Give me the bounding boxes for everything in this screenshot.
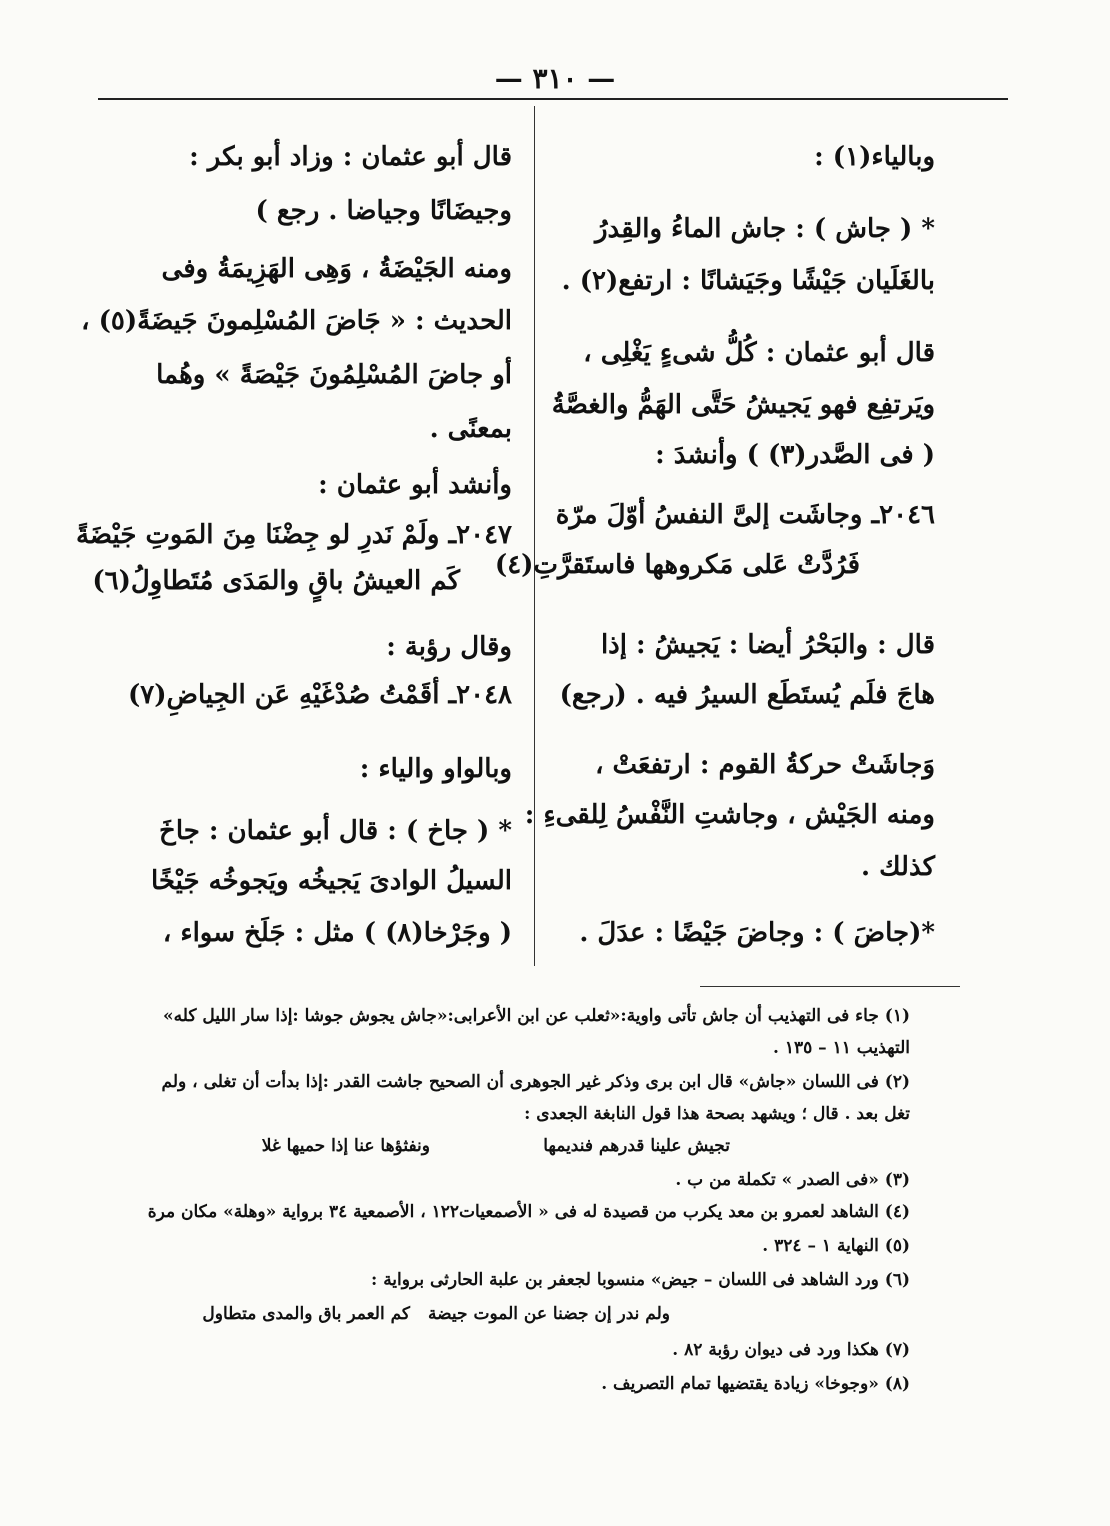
verse-line: ٢٠٤٧ـ ولَمْ نَدرِ لو جِضْنَا مِنَ المَوتِ جَيْضَةً [75,520,512,550]
section-heading: وباليا‌ء(١) : [814,142,935,172]
entry-line: كذلك . [861,852,935,882]
entry-line: أو جاضَ المُسْلِمُونَ جَيْصَةً » وهُما [156,360,512,390]
footnote: (٨) «وجوخا» زيادة يقتضيها تمام التصريف . [601,1374,910,1394]
footnote-verse: ولم ندر إن جضنا عن الموت جيضة [428,1304,670,1324]
entry-line: قال أبو عثمان : كُلُّ شىءٍ يَغْلِى ، [583,338,935,368]
verse-line: كَم العيشُ باقٍ والمَدَى مُتَطاوِلُ(٦) [92,566,460,596]
entry-line: قال أبو عثمان : وزاد أبو بكر : [189,142,512,172]
footnote: تغل بعد . قال ؛ ويشهد بصحة هذا قول النابغة الجعدى : [524,1104,910,1124]
verse-line: فَرُدَّتْ عَلى مَكروهها فاستَقرَّتِ(٤) [494,550,860,580]
entry-line: وَجاشَتْ حركةُ القوم : ارتفعَتْ ، [595,750,935,780]
entry-line: ( فى الصَّدر(٣) ) وأنشدَ : [655,440,935,470]
entry-line: قال : والبَحْرُ أيضا : يَجيشُ : إذا [600,630,935,660]
entry-line: * ( جاخ ) : قال أبو عثمان : جاخَ [159,816,512,846]
page-number: — ٣١٠ — [494,62,616,95]
entry-line: بالغَلَيان جَيْشًا وجَيَشانًا : ارتفع(٢) . [561,266,935,296]
entry-line: وأنشد أبو عثمان : [318,470,512,500]
entry-line: الحديث : « جَاضَ المُسْلِمونَ جَيضَةً(٥) ، [81,306,512,336]
entry-line: وقال رؤبة : [386,632,512,662]
footnote-verse: كم العمر باق والمدى متطاول [202,1304,410,1324]
footnote: (٥) النهاية ١ – ٣٢٤ . [762,1236,910,1256]
verse-line: ٢٠٤٨ـ أقَمْتُ صُدْغَيْهِ عَن الجِياضِ(٧) [127,680,512,710]
footnote-verse: تجيش علينا قدرهم فنديمها [543,1136,730,1156]
entry-line: وجيضَانًا وجياضا . رجع ) [255,196,512,226]
footnote: (٣) «فى الصدر » تكملة من ب . [675,1170,910,1190]
footnote: (٧) هكذا ورد فى ديوان رؤبة ٨٢ . [672,1340,910,1360]
section-heading: وبالواو والياء : [359,754,512,784]
footnote-verse: ونفثؤها عنا إذا حميها غلا [261,1136,430,1156]
footnote: (٤) الشاهد لعمرو بن معد يكرب من قصيدة له فى « الأصمعيات١٢٢ ، الأصمعية ٣٤ برواية «وهلة» مكان مرة [147,1202,910,1222]
entry-line: *(جاضَ ) : وجاضَ جَيْضًا : عدَلَ . [579,918,935,948]
header-rule [98,98,1008,100]
footnote-rule [700,986,960,987]
footnote: (٢) فى اللسان «جاش» قال ابن برى وذكر غير الجوهرى أن الصحيح جاشت القدر :إذا بدأت أن تغلى ، ولم [161,1072,910,1092]
entry-line: بمعنًى . [429,414,512,444]
entry-line: السيلُ الوادىَ يَجيخُه ويَجوخُه جَيْخًا [150,866,512,896]
verse-line: ٢٠٤٦ـ وجاشَت إلىَّ النفسُ أوّلَ مرّة [555,500,935,530]
entry-line: * ( جاش ) : جاش الماءُ والقِدرُ [594,214,935,244]
entry-line: ويَرتفِع فهو يَجيشُ حَتَّى الهَمُّ والغصَّةُ [551,390,935,420]
entry-line: ومنه الجَيْضَةُ ، وَهِى الهَزِيمَةُ وفى [161,254,512,284]
footnote: (٦) ورد الشاهد فى اللسان – جيض» منسوبا لجعفر بن علبة الحارثى برواية : [371,1270,910,1290]
footnote: التهذيب ١١ – ١٣٥ . [773,1038,910,1058]
column-divider [534,106,535,966]
entry-line: هاجَ فلَم يُستَطَع السيرُ فيه . (رجع) [559,680,935,710]
entry-line: ( وجَرْخا(٨) ) مثل : جَلَخ سواء ، [162,918,512,948]
footnote: (١) جاء فى التهذيب أن جاش تأتى واوية:«ثعلب عن ابن الأعرابى:«جاش يجوش جوشا :إذا سار الليل كله» [163,1006,910,1026]
entry-line: ومنه الجَيْش ، وجاشتِ النَّفْسُ لِلقىءِ : [524,800,935,830]
